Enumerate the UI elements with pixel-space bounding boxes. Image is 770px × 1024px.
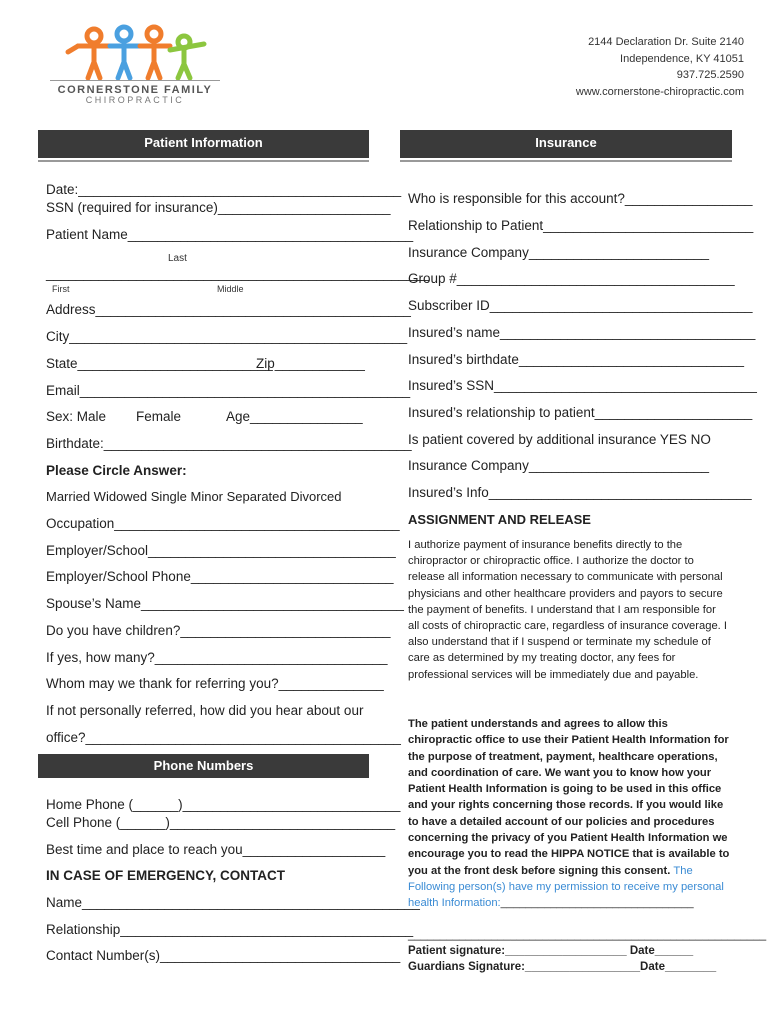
city-field[interactable]: City_____________________________________________: [46, 329, 408, 344]
logo-name: CORNERSTONE FAMILY: [57, 84, 213, 96]
permission-line[interactable]: _______________________________: [500, 897, 694, 910]
insurance-company-field[interactable]: Insurance Company________________________: [408, 245, 710, 260]
address-field[interactable]: Address__________________________________________: [46, 302, 411, 317]
emergency-relationship-field[interactable]: Relationship_______________________________________: [46, 922, 414, 937]
employer-field[interactable]: Employer/School_________________________________: [46, 543, 396, 558]
patient-name-field[interactable]: Patient Name______________________________________: [46, 227, 414, 242]
logo-divider: [50, 80, 220, 81]
guardian-signature-field[interactable]: Guardians Signature:__________________Date________: [408, 961, 717, 973]
hipaa-consent-text: [408, 716, 730, 912]
practice-address: [576, 34, 744, 100]
insured-birthdate-field[interactable]: Insured’s birthdate______________________________: [408, 352, 745, 367]
secondary-insurance-company-field[interactable]: Insurance Company________________________: [408, 458, 710, 473]
spouse-name-field[interactable]: Spouse’s Name___________________________________: [46, 596, 404, 611]
cell-phone-field[interactable]: Cell Phone (______)______________________________: [46, 815, 396, 830]
insured-ssn-field[interactable]: Insured’s SSN___________________________________: [408, 378, 757, 393]
employer-phone-field[interactable]: Employer/School Phone___________________________: [46, 569, 394, 584]
address-website: www.cornerstone-chiropractic.com: [575, 85, 744, 98]
sex-male-option[interactable]: Sex: Male: [46, 409, 107, 424]
email-field[interactable]: Email____________________________________________: [46, 383, 411, 398]
last-name-label: Last: [168, 253, 187, 264]
emergency-contact-number-field[interactable]: Contact Number(s)________________________________: [46, 948, 401, 963]
permission-text: The Following person(s) have my permission to receive my personal health Information:: [408, 864, 724, 910]
insurance-underline: [400, 160, 732, 162]
occupation-field[interactable]: Occupation______________________________________: [46, 516, 400, 531]
sex-female-option[interactable]: Female: [136, 409, 182, 424]
logo-figures-icon: [48, 22, 222, 82]
insured-name-field[interactable]: Insured’s name__________________________________: [408, 325, 756, 340]
patient-info-header: Patient Information: [38, 130, 369, 158]
children-field[interactable]: Do you have children?____________________________: [46, 623, 391, 638]
address-line1: 2144 Declaration Dr. Suite 2140: [588, 36, 744, 48]
home-phone-field[interactable]: Home Phone (______)_____________________________: [46, 797, 401, 812]
age-field[interactable]: Age_______________: [226, 409, 363, 424]
blank-signature-line[interactable]: ________________________________________________________: [408, 929, 767, 941]
referral-field[interactable]: Whom may we thank for referring you?______________: [46, 676, 384, 691]
patient-signature-field[interactable]: Patient signature:___________________ Date______: [408, 945, 694, 957]
subscriber-id-field[interactable]: Subscriber ID___________________________________: [408, 298, 753, 313]
group-number-field[interactable]: Group #_____________________________________: [408, 271, 735, 286]
insurance-header: Insurance: [400, 130, 732, 158]
insured-info-field[interactable]: Insured’s Info___________________________________: [408, 485, 752, 500]
children-count-field[interactable]: If yes, how many?_______________________________: [46, 650, 388, 665]
assignment-text: I authorize payment of insurance benefits directly to the chiropractor or chiropractic office. I authorize the doctor to release all information necessary to communicate with personal physicians and other healthcare providers and payors to secure the payment of benefits. I understand that I am responsible for all costs of chiropractic care, regardless of insurance coverage. I also understand that if I suspend or terminate my schedule of care as determined by my treating doctor, any fees for professional services will be immediately due and payable.: [408, 539, 727, 681]
best-time-field[interactable]: Best time and place to reach you___________________: [46, 842, 386, 857]
middle-name-label: Middle: [217, 284, 244, 294]
name-line-field[interactable]: ___________________________________________________: [46, 266, 429, 281]
hipaa-text: The patient understands and agrees to allow this chiropractic office to use their Patient Health Information for the purpose of treatment, payment, healthcare operations, and coordination of care. We want you to know how your Patient Health Information is going to be used in this office and your rights concerning those records. If you would like to have a detailed account of our policies and procedures concerning the privacy of you Patient Health Information we encourage you to read the HIPPA NOTICE that is available to you at the front desk before signing this consent.: [408, 718, 730, 877]
logo-subtitle: CHIROPRACTIC: [85, 95, 185, 105]
emergency-name-field[interactable]: Name_____________________________________________: [46, 895, 420, 910]
insured-relationship-field[interactable]: Insured’s relationship to patient_____________________: [408, 405, 753, 420]
address-phone: 937.725.2590: [676, 69, 744, 81]
additional-insurance-question[interactable]: Is patient covered by additional insurance YES NO: [408, 432, 711, 447]
date-field[interactable]: Date:___________________________________________: [46, 182, 402, 197]
marital-status-options[interactable]: Married Widowed Single Minor Separated Divorced: [46, 489, 342, 504]
relationship-to-patient-field[interactable]: Relationship to Patient____________________________: [408, 218, 754, 233]
state-field[interactable]: State__________________________: [46, 356, 273, 371]
emergency-contact-heading: IN CASE OF EMERGENCY, CONTACT: [46, 868, 286, 883]
responsible-party-field[interactable]: Who is responsible for this account?_________________: [408, 191, 753, 206]
birthdate-field[interactable]: Birthdate:_________________________________________: [46, 436, 412, 451]
zip-field[interactable]: Zip____________: [256, 356, 365, 371]
office-source-field[interactable]: office?__________________________________________: [46, 730, 401, 745]
phone-numbers-header: Phone Numbers: [38, 754, 369, 778]
patient-info-underline: [38, 160, 369, 162]
address-line2: Independence, KY 41051: [620, 52, 744, 65]
assignment-heading: ASSIGNMENT AND RELEASE: [408, 512, 591, 527]
first-name-label: First: [52, 284, 70, 294]
ssn-field[interactable]: SSN (required for insurance)_______________________: [46, 200, 391, 215]
not-referred-question: If not personally referred, how did you hear about our: [46, 703, 364, 718]
circle-answer-heading: Please Circle Answer:: [46, 463, 187, 478]
